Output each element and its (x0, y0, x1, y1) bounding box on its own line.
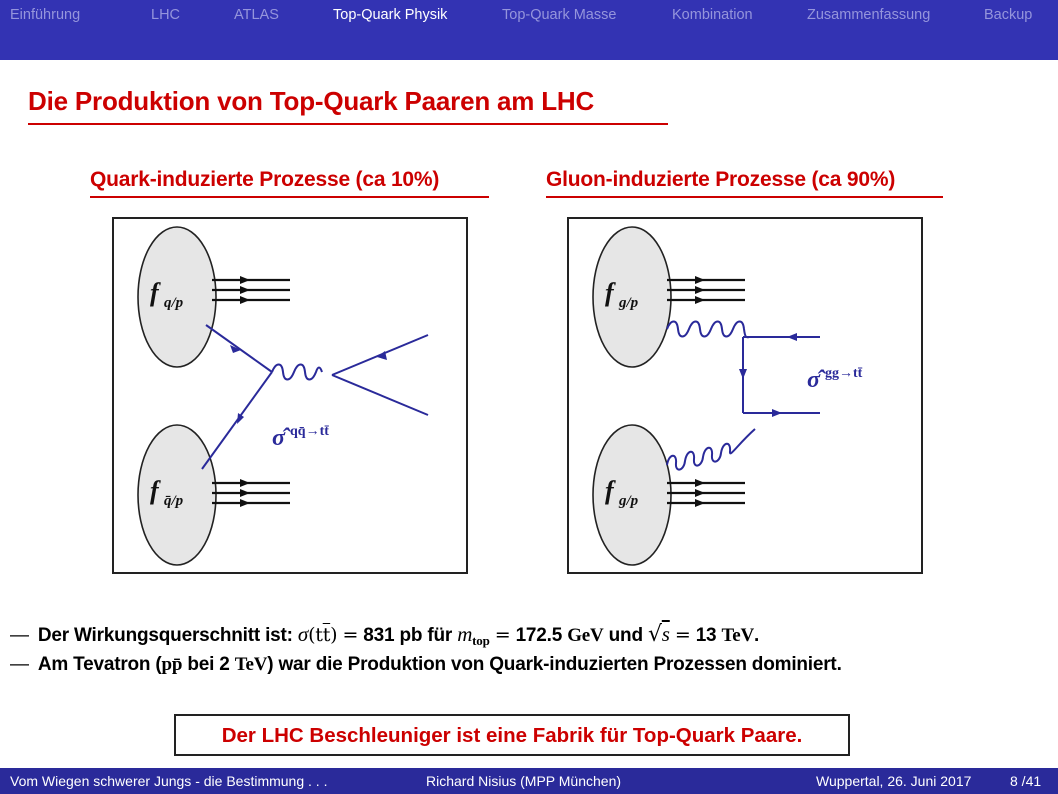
bullet-text: ) war die Produktion von Quark-induzierten Prozessen dominiert. (267, 654, 842, 675)
nav-item-atlas[interactable]: ATLAS (234, 7, 279, 23)
gev-unit: GeV (567, 625, 604, 646)
gluon-induced-feynman-diagram (567, 217, 923, 574)
mass-symbol: m (457, 622, 473, 646)
equals-sign: = (674, 624, 691, 646)
bullet-dash: — (10, 654, 29, 675)
nav-item-einfuehrung[interactable]: Einführung (10, 7, 81, 23)
tev-unit: TeV (234, 654, 268, 675)
t-bar: $\overline{t}$ (322, 624, 331, 646)
bullet-text: bei 2 (187, 654, 230, 675)
bullet-dash: — (10, 625, 29, 646)
nav-item-lhc[interactable]: LHC (151, 7, 181, 23)
nav-item-top-quark-physik[interactable]: Top-Quark Physik (333, 7, 448, 23)
left-column-heading: Quark-induzierte Prozesse (ca 10%) (90, 168, 440, 191)
pdf-label-bottom: f (605, 476, 614, 505)
cross-section-process: qq̄→tt̄ (290, 424, 329, 439)
period: . (754, 625, 760, 646)
sqrt-symbol: √ (647, 622, 662, 647)
sigma-symbol: σ (297, 622, 309, 646)
top-navigation-bar (0, 0, 1058, 60)
footer-location-date: Wuppertal, 26. Juni 2017 (816, 773, 972, 789)
cross-section-symbol: σ̂ (272, 425, 285, 451)
cross-section-symbol: σ̂ (807, 367, 820, 393)
pdf-label-bottom-sub: g/p (619, 493, 639, 509)
pdf-label-top-sub: g/p (619, 295, 639, 311)
energy-value: 13 (695, 625, 717, 646)
quark-induced-feynman-diagram (112, 217, 468, 574)
pdf-label-top: f (605, 278, 614, 307)
bullet-cross-section (10, 622, 759, 649)
nav-item-backup[interactable]: Backup (984, 7, 1033, 23)
footer-page-number: 8 /41 (1010, 773, 1042, 789)
nav-item-zusammenfassung[interactable]: Zusammenfassung (807, 7, 931, 23)
pdf-label-bottom: f (150, 476, 159, 505)
paren-open: (t (308, 624, 323, 646)
pdf-label-top: f (150, 278, 159, 307)
ppbar-symbol: pp̄ (161, 654, 183, 675)
equals-sign: = (342, 624, 359, 646)
left-heading-underline (90, 196, 489, 198)
paren-close: ) (330, 624, 338, 646)
pdf-label-bottom-sub: q̄/p (164, 493, 184, 509)
mass-subscript: top (472, 633, 490, 648)
right-heading-underline (546, 196, 943, 198)
highlight-text: Der LHC Beschleuniger ist eine Fabrik für Top-Quark Paare. (221, 724, 803, 747)
mass-value: 172.5 (515, 625, 563, 646)
conjunction: und (608, 625, 643, 646)
tev-unit: TeV (721, 625, 754, 646)
bullet-text: Am Tevatron ( (37, 654, 162, 675)
pdf-label-top-sub: q/p (164, 295, 184, 311)
footer-bar (0, 768, 1058, 794)
nav-item-kombination[interactable]: Kombination (672, 7, 753, 23)
bullet-tevatron (10, 654, 842, 676)
footer-author: Richard Nisius (MPP München) (426, 773, 622, 789)
cross-section-process: gg→tt̄ (825, 366, 863, 381)
title-underline (28, 123, 668, 125)
slide-title: Die Produktion von Top-Quark Paaren am LHC (28, 86, 595, 116)
highlight-box (174, 714, 850, 756)
bullet-text: Der Wirkungsquerschnitt ist: (37, 625, 293, 646)
right-column-heading: Gluon-induzierte Prozesse (ca 90%) (546, 168, 896, 191)
cross-section-value: 831 pb für (363, 625, 453, 646)
equals-sign: = (494, 624, 511, 646)
nav-item-top-quark-masse[interactable]: Top-Quark Masse (502, 7, 617, 23)
s-symbol: s (661, 622, 670, 646)
footer-talk-title: Vom Wiegen schwerer Jungs - die Bestimmung . . . (10, 773, 328, 789)
